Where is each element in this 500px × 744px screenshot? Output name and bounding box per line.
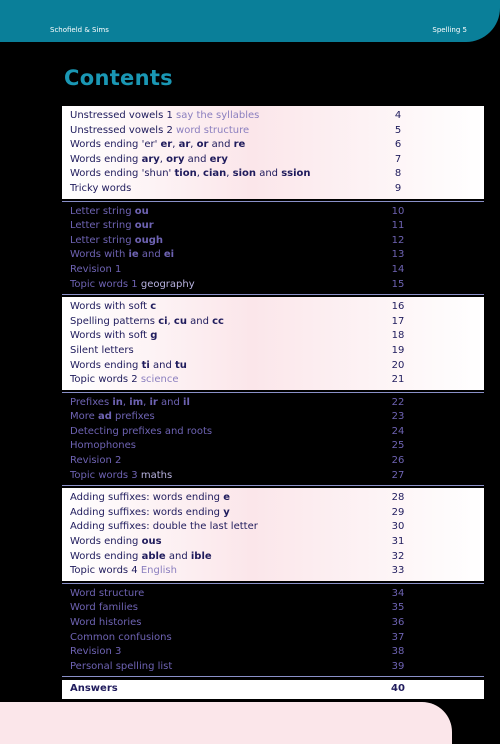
- toc-entry-text: ar: [178, 139, 191, 151]
- toc-entry-text: Topic words 1: [70, 278, 141, 290]
- toc-entry[interactable]: [62, 454, 484, 469]
- toc-entry-text: Tricky words: [70, 182, 132, 194]
- toc-entry-text: word structure: [176, 124, 250, 136]
- toc-entry-page: 25: [391, 440, 405, 452]
- toc-entry-text: er: [160, 139, 173, 151]
- toc-entry-text: More: [70, 411, 98, 423]
- toc-entry-text: re: [233, 139, 246, 151]
- toc-entry-title: [70, 219, 154, 234]
- toc-entry-page: 31: [391, 536, 405, 548]
- toc-entry-text: Words ending: [70, 153, 142, 165]
- toc-entry-text: ough: [134, 234, 163, 246]
- toc-entry-title: [70, 506, 230, 521]
- toc-entry-title: [70, 616, 142, 631]
- toc-entry[interactable]: [62, 219, 484, 234]
- toc-entry-text: and: [208, 139, 234, 151]
- toc-entry-title: [70, 344, 134, 359]
- toc-entry-title: [70, 109, 259, 124]
- toc-entry-title: [70, 300, 156, 315]
- toc-entry-text: Adding suffixes: words ending: [70, 492, 224, 504]
- toc-entry-text: Words with soft: [70, 330, 151, 342]
- toc-entry[interactable]: [62, 300, 484, 315]
- toc-entry-text: say the syllables: [176, 110, 260, 121]
- toc-entry-text: and: [149, 359, 175, 371]
- toc-entry-title: [70, 601, 138, 616]
- toc-entry[interactable]: [62, 660, 484, 675]
- toc-section: [62, 297, 484, 390]
- toc-entry-page: 15: [391, 278, 405, 290]
- toc-entry-text: ery: [209, 153, 228, 165]
- toc-entry-text: ,: [196, 168, 204, 180]
- toc-entry-page: 24: [391, 425, 405, 437]
- toc-entry-page: 30: [391, 521, 405, 533]
- toc-entry[interactable]: [62, 153, 484, 168]
- toc-entry[interactable]: [62, 182, 484, 197]
- toc-entry[interactable]: [62, 124, 484, 139]
- toc-entry-text: ti: [141, 359, 150, 371]
- toc-entry-title: [70, 329, 157, 344]
- toc-entry-text: Topic words 3: [70, 469, 141, 481]
- toc-entry-text: and: [157, 396, 184, 408]
- toc-entry-title: [70, 182, 131, 197]
- publisher-name: Schofield & Sims: [50, 26, 109, 34]
- toc-entry-title: [70, 359, 187, 374]
- toc-entry-text: Words ending: [70, 536, 142, 548]
- toc-entry[interactable]: [62, 167, 484, 182]
- toc-entry[interactable]: [62, 138, 484, 153]
- toc-entry-page: 18: [391, 330, 405, 342]
- toc-entry-text: and: [165, 550, 191, 562]
- toc-entry-text: cian: [203, 168, 227, 180]
- toc-entry-text: able: [141, 550, 166, 562]
- toc-entry-text: Unstressed vowels 2: [70, 124, 177, 136]
- toc-entry-text: sion: [232, 168, 257, 180]
- toc-entry-text: e: [223, 492, 230, 504]
- toc-entry-text: ou: [134, 205, 149, 217]
- footer-shape: [0, 702, 452, 744]
- toc-entry-page: 6: [394, 139, 402, 151]
- toc-entry-title: [70, 564, 177, 579]
- toc-entry-page: 8: [394, 168, 402, 180]
- toc-entry-text: Letter string: [70, 220, 135, 232]
- toc-entry-page: 4: [394, 110, 402, 121]
- toc-entry-text: Word families: [70, 602, 138, 614]
- toc-entry-title: [70, 396, 190, 411]
- toc-entry-text: prefixes: [111, 411, 155, 423]
- toc-entry-text: Words ending 'er': [70, 139, 161, 151]
- toc-entry-text: ,: [122, 396, 130, 408]
- toc-entry-title: [70, 491, 230, 506]
- toc-entry-text: Spelling patterns: [70, 315, 159, 327]
- toc-entry[interactable]: [62, 359, 484, 374]
- toc-answers-title: Answers: [70, 683, 118, 695]
- toc-entry-page: 17: [391, 315, 405, 327]
- toc-entry-text: Unstressed vowels 1: [70, 110, 177, 121]
- toc-entry-text: im: [129, 396, 144, 408]
- toc-entry-text: Word histories: [70, 617, 142, 628]
- toc-entry[interactable]: [62, 535, 484, 550]
- toc-entry-text: Common confusions: [70, 631, 172, 643]
- toc-entry-page: 20: [391, 359, 405, 371]
- toc-entry-title: [70, 535, 162, 550]
- toc-entry-text: y: [223, 506, 230, 518]
- page-title: Contents: [64, 66, 173, 90]
- toc-entry[interactable]: [62, 278, 484, 293]
- toc-entry-page: 23: [391, 411, 405, 423]
- toc-entry-text: Adding suffixes: double the last letter: [70, 521, 258, 533]
- toc-entry-title: [70, 205, 149, 220]
- toc-entry-text: Words ending: [70, 550, 142, 562]
- toc-entry-text: ,: [190, 139, 197, 151]
- toc-entry-title: [70, 631, 172, 646]
- toc-entry[interactable]: [62, 491, 484, 506]
- toc-entry-title: [70, 124, 249, 139]
- toc-entry[interactable]: [62, 564, 484, 579]
- toc-entry[interactable]: [62, 469, 484, 484]
- toc-entry-title: [70, 660, 172, 675]
- toc-entry[interactable]: [62, 425, 484, 440]
- toc-entry-text: ous: [141, 536, 162, 548]
- toc-entry[interactable]: [62, 234, 484, 249]
- toc-entry-page: 37: [391, 631, 405, 643]
- toc-entry[interactable]: [62, 550, 484, 565]
- toc-entry-text: Words with soft: [70, 301, 151, 313]
- toc-entry[interactable]: [62, 410, 484, 425]
- toc-entry-text: Homophones: [70, 440, 137, 452]
- toc-entry-page: 29: [391, 506, 405, 518]
- toc-entry-text: Letter string: [70, 234, 135, 246]
- toc-entry-title: [70, 153, 228, 168]
- toc-entry-text: ible: [190, 550, 212, 562]
- toc-entry-text: g: [150, 330, 158, 342]
- toc-entry-text: geography: [140, 278, 195, 290]
- toc-section: [62, 201, 484, 296]
- toc-entry-text: Topic words 2: [70, 374, 141, 386]
- toc-answers-page: 40: [391, 683, 405, 695]
- toc-entry-page: 26: [391, 455, 405, 467]
- toc-entry-page: 5: [394, 124, 402, 136]
- toc-entry-page: 14: [391, 263, 405, 275]
- toc-entry-text: ,: [159, 153, 167, 165]
- toc-entry-page: 36: [391, 617, 405, 628]
- toc-entry[interactable]: [62, 263, 484, 278]
- toc-entry[interactable]: [62, 315, 484, 330]
- toc-section: [62, 583, 484, 678]
- toc-entry-page: 11: [391, 220, 405, 232]
- toc-entry-page: 38: [391, 646, 405, 658]
- toc-entry-text: c: [150, 301, 157, 313]
- toc-entry-page: 34: [391, 587, 405, 599]
- toc-entry-title: [70, 454, 121, 469]
- toc-entry-text: Personal spelling list: [70, 660, 173, 672]
- toc-entry-page: 13: [391, 249, 405, 261]
- toc-entry-title: [70, 587, 144, 602]
- toc-entry-text: ei: [163, 249, 175, 261]
- toc-entry-text: Words ending 'shun': [70, 168, 175, 180]
- toc-entry-title: [70, 373, 178, 388]
- toc-entry-text: ,: [172, 139, 179, 151]
- toc-entry-text: and: [138, 249, 164, 261]
- toc-entry-page: 12: [391, 234, 405, 246]
- toc-entry-title: [70, 469, 172, 484]
- toc-entry-page: 7: [394, 153, 402, 165]
- toc-entry-text: our: [134, 220, 154, 232]
- toc-entry-page: 10: [391, 205, 405, 217]
- toc-section: [62, 392, 484, 487]
- toc-answers[interactable]: [62, 680, 484, 699]
- toc-entry-page: 27: [391, 469, 405, 481]
- toc-entry[interactable]: [62, 601, 484, 616]
- toc-entry-text: Prefixes: [70, 396, 113, 408]
- toc-entry-page: 28: [391, 492, 405, 504]
- toc-entry-text: ci: [158, 315, 168, 327]
- toc-entry-title: [70, 263, 121, 278]
- toc-entry-title: [70, 315, 224, 330]
- toc-entry[interactable]: [62, 439, 484, 454]
- toc-entry[interactable]: [62, 344, 484, 359]
- toc-entry-text: ,: [226, 168, 233, 180]
- toc-entry-page: 19: [391, 344, 405, 356]
- toc-entry-text: ,: [167, 315, 174, 327]
- book-title: Spelling 5: [432, 26, 467, 34]
- toc-entry-text: Words with: [70, 249, 129, 261]
- toc-entry-text: ad: [97, 411, 112, 423]
- toc-entry-text: Revision 3: [70, 646, 122, 658]
- contents-list: [62, 106, 484, 699]
- toc-entry-text: and: [186, 315, 213, 327]
- toc-entry[interactable]: [62, 520, 484, 535]
- toc-entry-title: [70, 425, 212, 440]
- toc-entry-text: ,: [143, 396, 150, 408]
- toc-entry-text: ory: [166, 153, 185, 165]
- toc-entry-title: [70, 167, 311, 182]
- toc-section: [62, 106, 484, 199]
- toc-entry-text: Adding suffixes: words ending: [70, 506, 224, 518]
- toc-entry-title: [70, 278, 195, 293]
- toc-entry[interactable]: [62, 631, 484, 646]
- toc-entry-text: Letter string: [70, 205, 135, 217]
- toc-entry-page: 21: [391, 374, 405, 386]
- toc-entry-text: and: [184, 153, 210, 165]
- toc-entry-text: Words ending: [70, 359, 142, 371]
- toc-entry-text: Detecting prefixes and roots: [70, 425, 213, 437]
- toc-entry-text: tu: [174, 359, 187, 371]
- toc-entry[interactable]: [62, 248, 484, 263]
- toc-entry[interactable]: [62, 396, 484, 411]
- toc-entry-text: ssion: [281, 168, 311, 180]
- toc-entry-text: science: [140, 374, 179, 386]
- toc-entry-text: cu: [173, 315, 187, 327]
- toc-entry-text: Revision 2: [70, 455, 122, 467]
- toc-entry-text: Revision 1: [70, 263, 122, 275]
- toc-entry-text: Silent letters: [70, 344, 134, 356]
- toc-entry-text: maths: [140, 469, 173, 481]
- toc-entry[interactable]: [62, 506, 484, 521]
- toc-entry-title: [70, 520, 258, 535]
- toc-entry-text: Word structure: [70, 587, 145, 599]
- toc-entry[interactable]: [62, 373, 484, 388]
- toc-entry[interactable]: [62, 205, 484, 220]
- toc-entry-text: and: [256, 168, 282, 180]
- toc-entry-title: [70, 138, 245, 153]
- page-header: [0, 0, 500, 42]
- toc-entry-text: English: [140, 565, 177, 577]
- toc-entry-title: [70, 410, 155, 425]
- toc-entry-title: [70, 234, 163, 249]
- toc-entry-text: ary: [141, 153, 160, 165]
- toc-entry-text: cc: [212, 315, 224, 327]
- toc-entry-text: in: [112, 396, 123, 408]
- toc-entry-text: ir: [149, 396, 158, 408]
- toc-entry-text: Topic words 4: [70, 565, 141, 577]
- toc-entry-text: or: [196, 139, 209, 151]
- toc-entry-text: il: [183, 396, 190, 408]
- toc-entry[interactable]: [62, 329, 484, 344]
- toc-section: [62, 488, 484, 581]
- toc-entry[interactable]: [62, 616, 484, 631]
- toc-entry[interactable]: [62, 645, 484, 660]
- toc-entry-title: [70, 645, 121, 660]
- toc-entry-page: 33: [391, 565, 405, 577]
- toc-entry-title: [70, 550, 212, 565]
- toc-entry-title: [70, 248, 174, 263]
- toc-entry-page: 9: [394, 182, 402, 194]
- toc-entry[interactable]: [62, 587, 484, 602]
- toc-entry-page: 16: [391, 301, 405, 313]
- toc-entry[interactable]: [62, 109, 484, 124]
- toc-entry-page: 32: [391, 550, 405, 562]
- toc-entry-text: ie: [128, 249, 139, 261]
- toc-entry-page: 35: [391, 602, 405, 614]
- toc-entry-page: 39: [391, 660, 405, 672]
- toc-entry-page: 22: [391, 396, 405, 408]
- toc-entry-title: [70, 439, 136, 454]
- toc-entry-text: tion: [174, 168, 197, 180]
